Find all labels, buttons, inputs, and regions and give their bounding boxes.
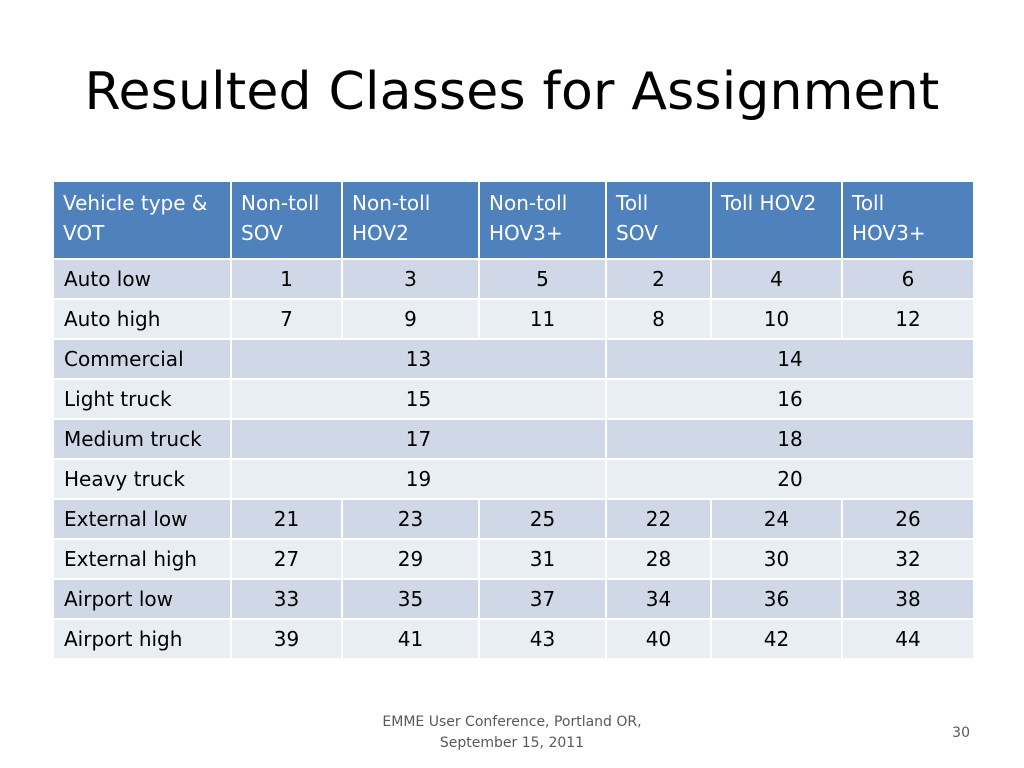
row-label: Airport high xyxy=(53,619,231,659)
header-nontoll-sov: Non-toll SOV xyxy=(231,181,342,259)
row-label: Airport low xyxy=(53,579,231,619)
table-cell: 10 xyxy=(711,299,842,339)
table-cell: 37 xyxy=(479,579,606,619)
table-cell: 43 xyxy=(479,619,606,659)
row-label: Light truck xyxy=(53,379,231,419)
table-cell: 1 xyxy=(231,259,342,299)
table-cell: 28 xyxy=(606,539,711,579)
table-cell: 29 xyxy=(342,539,479,579)
row-label: Auto low xyxy=(53,259,231,299)
table-cell: 3 xyxy=(342,259,479,299)
toll-merged-cell: 16 xyxy=(606,379,974,419)
table-cell: 22 xyxy=(606,499,711,539)
table-cell: 4 xyxy=(711,259,842,299)
row-label: Commercial xyxy=(53,339,231,379)
row-label: Auto high xyxy=(53,299,231,339)
table-row xyxy=(53,499,974,539)
table-cell: 35 xyxy=(342,579,479,619)
row-label: External low xyxy=(53,499,231,539)
footer-line-1: EMME User Conference, Portland OR, xyxy=(382,714,642,730)
table-cell: 27 xyxy=(231,539,342,579)
nontoll-merged-cell: 13 xyxy=(231,339,606,379)
header-nontoll-hov3: Non-toll HOV3+ xyxy=(479,181,606,259)
table-row xyxy=(53,379,974,419)
toll-merged-cell: 18 xyxy=(606,419,974,459)
header-toll-hov2: Toll HOV2 xyxy=(711,181,842,259)
table-cell: 33 xyxy=(231,579,342,619)
row-label: Heavy truck xyxy=(53,459,231,499)
table-row xyxy=(53,619,974,659)
row-label: External high xyxy=(53,539,231,579)
toll-merged-cell: 14 xyxy=(606,339,974,379)
table-cell: 2 xyxy=(606,259,711,299)
slide-title: Resulted Classes for Assignment xyxy=(84,62,940,122)
table-row xyxy=(53,539,974,579)
table-cell: 26 xyxy=(842,499,974,539)
header-toll-hov3: Toll HOV3+ xyxy=(842,181,974,259)
row-label: Medium truck xyxy=(53,419,231,459)
table-cell: 23 xyxy=(342,499,479,539)
table-cell: 21 xyxy=(231,499,342,539)
table-cell: 30 xyxy=(711,539,842,579)
nontoll-merged-cell: 17 xyxy=(231,419,606,459)
table-cell: 34 xyxy=(606,579,711,619)
toll-merged-cell: 20 xyxy=(606,459,974,499)
table-cell: 41 xyxy=(342,619,479,659)
table-header-row xyxy=(53,181,974,259)
nontoll-merged-cell: 15 xyxy=(231,379,606,419)
table-row xyxy=(53,339,974,379)
table-cell: 24 xyxy=(711,499,842,539)
nontoll-merged-cell: 19 xyxy=(231,459,606,499)
table-cell: 31 xyxy=(479,539,606,579)
table-cell: 32 xyxy=(842,539,974,579)
table-cell: 36 xyxy=(711,579,842,619)
table-cell: 9 xyxy=(342,299,479,339)
table-row xyxy=(53,419,974,459)
table-cell: 12 xyxy=(842,299,974,339)
table-cell: 42 xyxy=(711,619,842,659)
table-cell: 11 xyxy=(479,299,606,339)
slide-footer xyxy=(362,712,662,754)
header-toll-sov: Toll SOV xyxy=(606,181,711,259)
header-nontoll-hov2: Non-toll HOV2 xyxy=(342,181,479,259)
table-cell: 5 xyxy=(479,259,606,299)
header-vehicle-type: Vehicle type & VOT xyxy=(53,181,231,259)
assignment-classes-table xyxy=(52,180,975,660)
table-cell: 44 xyxy=(842,619,974,659)
table-row xyxy=(53,459,974,499)
table-cell: 25 xyxy=(479,499,606,539)
footer-line-2: September 15, 2011 xyxy=(439,735,585,751)
table-cell: 38 xyxy=(842,579,974,619)
page-number: 30 xyxy=(952,725,970,741)
table-cell: 39 xyxy=(231,619,342,659)
table-row xyxy=(53,579,974,619)
table-cell: 7 xyxy=(231,299,342,339)
table-cell: 40 xyxy=(606,619,711,659)
table-cell: 6 xyxy=(842,259,974,299)
table-row xyxy=(53,299,974,339)
table-row xyxy=(53,259,974,299)
table-cell: 8 xyxy=(606,299,711,339)
